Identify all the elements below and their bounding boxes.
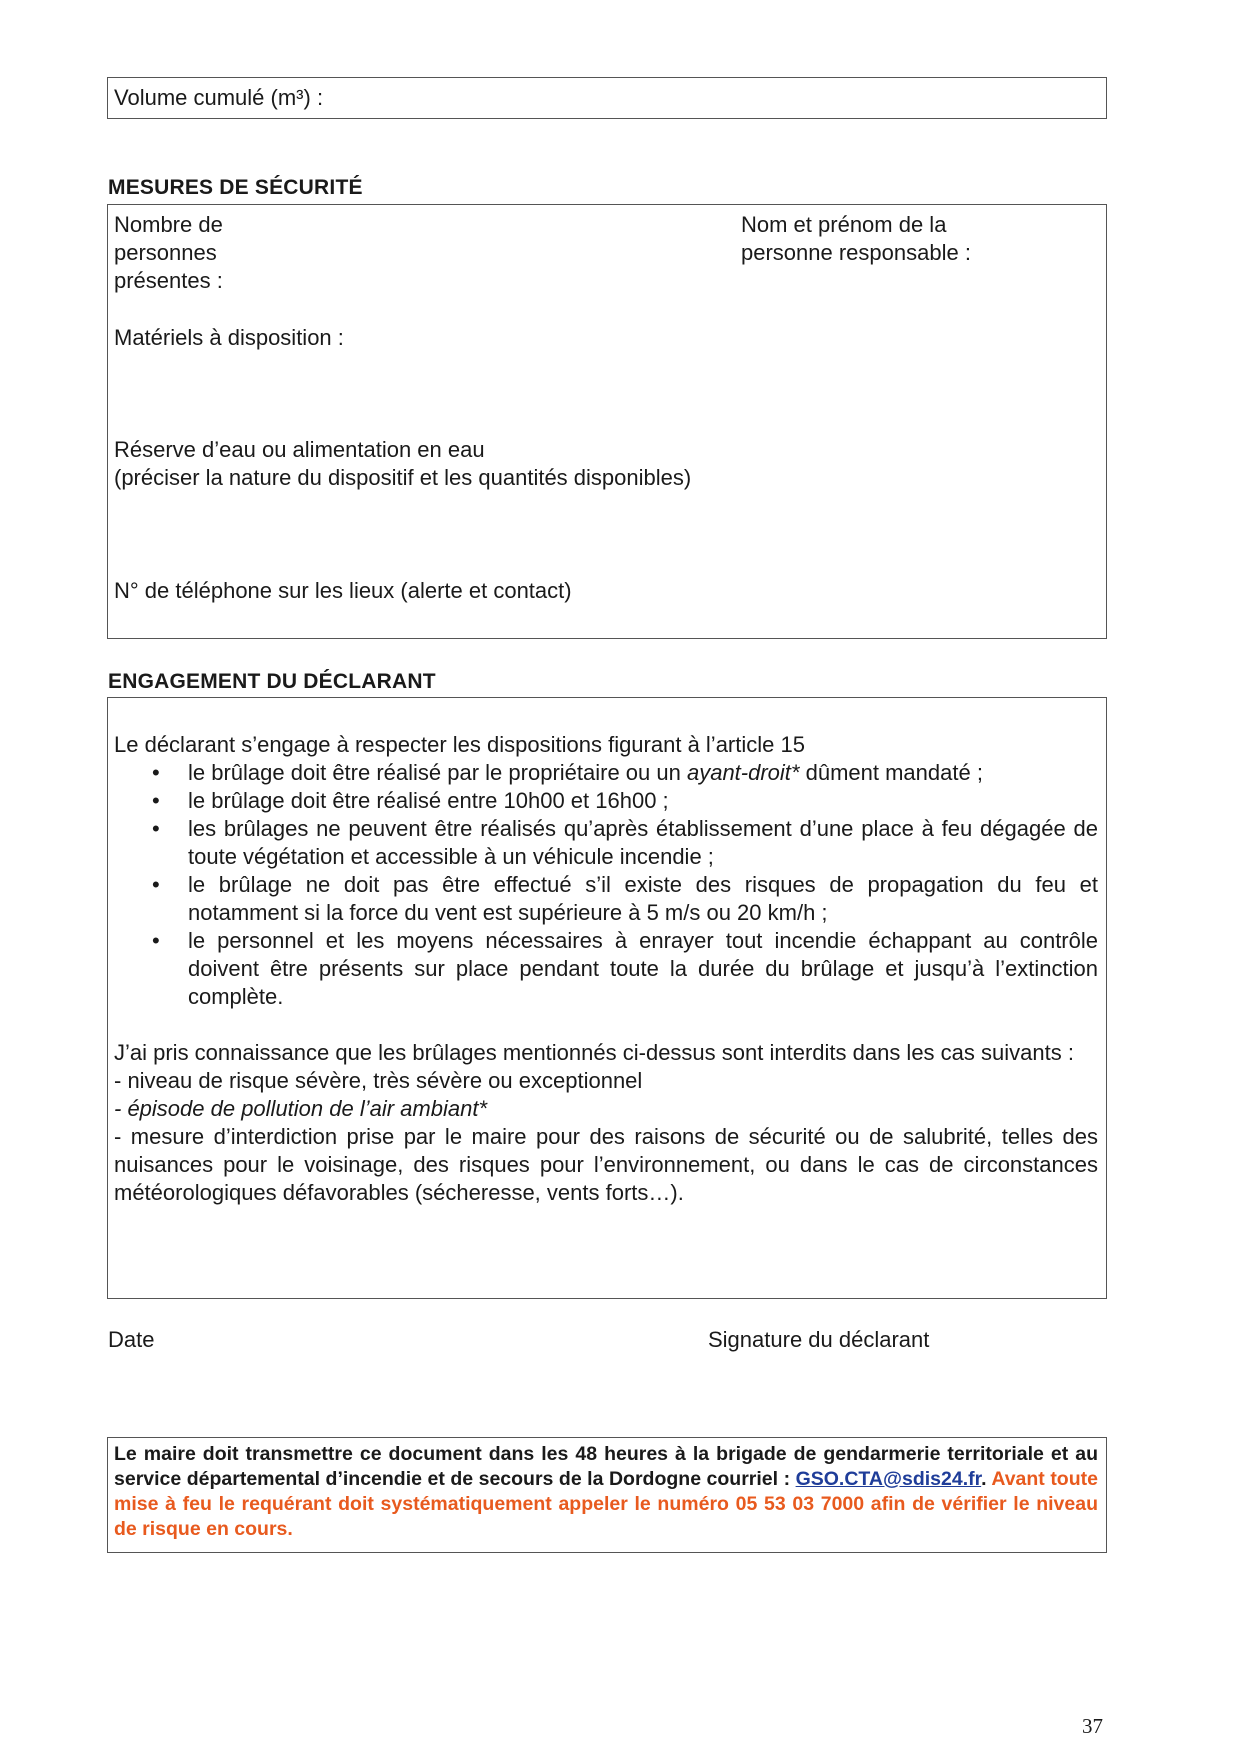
connaissance-text: J’ai pris connaissance que les brûlages mentionnés ci-dessus sont interdits dans les cas suivants : bbox=[114, 1040, 1074, 1065]
list-item: • le brûlage ne doit pas être effectué s’il existe des risques de propagation du feu et notamment si la force du vent est supérieure à 5 m/s ou 20 km/h ; bbox=[152, 872, 1098, 925]
engagement-intro: Le déclarant s’engage à respecter les dispositions figurant à l’article 15 bbox=[114, 732, 805, 757]
reserve-eau-label: Réserve d’eau ou alimentation en eau (préciser la nature du dispositif et les quantités disponibles) bbox=[114, 437, 692, 490]
engagement-box bbox=[107, 697, 1107, 1299]
engagement-heading: ENGAGEMENT DU DÉCLARANT bbox=[108, 670, 436, 693]
volume-box bbox=[107, 77, 1107, 119]
signature-label: Signature du déclarant bbox=[708, 1327, 930, 1352]
page-number: 37 bbox=[1082, 1714, 1103, 1738]
responsable-label: Nom et prénom de la personne responsable : bbox=[741, 212, 971, 265]
nombre-personnes-label: Nombre de personnes présentes : bbox=[114, 212, 223, 293]
notice-text: Le maire doit transmettre ce document dans les 48 heures à la brigade de gendarmerie territoriale et au service départemental d’incendie et de secours de la Dordogne courriel : GSO.CTA@sdis24.fr. Avant toute mise à feu le requérant doit systématiquement appeler le numéro 05 53 03 7000 afin de vérifier le niveau de risque en cours. bbox=[114, 1443, 1098, 1540]
materiels-label: Matériels à disposition : bbox=[114, 325, 344, 350]
engagement-content bbox=[114, 731, 1098, 1207]
list-item: • le brûlage doit être réalisé entre 10h00 et 16h00 ; bbox=[152, 788, 669, 813]
cas-3: - mesure d’interdiction prise par le maire pour des raisons de sécurité ou de salubrité, telles des nuisances pour le voisinage, des risques pour l’environnement, ou dans le cas de circonstances météorologiques défavorables (sécheresse, vents forts…). bbox=[114, 1124, 1098, 1205]
telephone-label: N° de téléphone sur les lieux (alerte et contact) bbox=[114, 578, 572, 603]
notice-box bbox=[107, 1437, 1107, 1553]
email-link[interactable]: GSO.CTA@sdis24.fr bbox=[795, 1468, 982, 1490]
securite-box bbox=[107, 204, 1107, 639]
date-label: Date bbox=[108, 1327, 155, 1352]
list-item: • les brûlages ne peuvent être réalisés qu’après établissement d’une place à feu dégagée de toute végétation et accessible à un véhicule incendie ; bbox=[152, 816, 1098, 869]
cas-2: - épisode de pollution de l’air ambiant* bbox=[114, 1096, 488, 1121]
volume-label: Volume cumulé (m³) : bbox=[114, 85, 324, 110]
list-item: • le brûlage doit être réalisé par le propriétaire ou un ayant-droit* dûment mandaté ; bbox=[152, 760, 983, 785]
warning-text: Avant toute mise à feu le requérant doit systématiquement appeler le numéro 05 53 03 7000 afin de vérifier le niveau de risque en cours. bbox=[114, 1468, 1098, 1540]
list-item: • le personnel et les moyens nécessaires à enrayer tout incendie échappant au contrôle doivent être présents sur place pendant toute la durée du brûlage et jusqu’à l’extinction complète. bbox=[152, 928, 1098, 1009]
securite-heading: MESURES DE SÉCURITÉ bbox=[108, 176, 363, 199]
cas-1: - niveau de risque sévère, très sévère ou exceptionnel bbox=[114, 1068, 643, 1093]
engagement-list bbox=[114, 759, 1098, 1011]
